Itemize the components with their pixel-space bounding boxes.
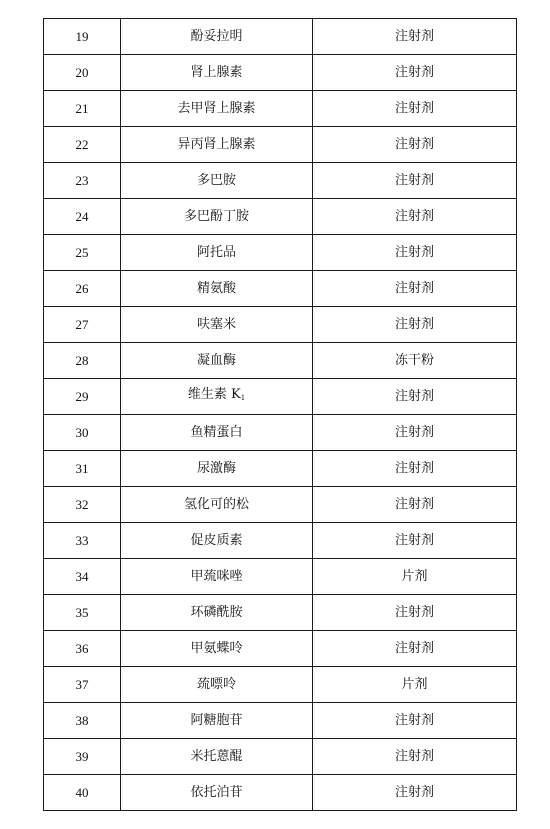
table-row [44, 163, 517, 199]
table-row [44, 415, 517, 451]
drug-name-cell [121, 559, 313, 595]
table-row [44, 631, 517, 667]
drug-name-text: 多巴胺 [196, 172, 236, 188]
drug-table [43, 18, 517, 811]
row-number-cell: 26 [44, 271, 121, 307]
row-number-cell: 20 [44, 55, 121, 91]
table-row [44, 667, 517, 703]
dosage-form-cell: 注射剂 [313, 19, 517, 55]
dosage-form-cell: 注射剂 [313, 595, 517, 631]
drug-name-text: 酚妥拉明 [190, 28, 243, 44]
drug-name-cell [121, 523, 313, 559]
dosage-form-cell: 注射剂 [313, 739, 517, 775]
drug-name-text: 甲巯咪唑 [190, 568, 243, 584]
row-number-cell: 37 [44, 667, 121, 703]
dosage-form-cell: 注射剂 [313, 451, 517, 487]
table-row [44, 559, 517, 595]
dosage-form-cell: 注射剂 [313, 163, 517, 199]
drug-name-text: 去甲肾上腺素 [177, 100, 256, 116]
table-row [44, 451, 517, 487]
dosage-form-cell: 冻干粉 [313, 343, 517, 379]
dosage-form-cell: 注射剂 [313, 307, 517, 343]
table-row [44, 775, 517, 811]
drug-name-text: 米托蒽醌 [190, 748, 243, 764]
table-row [44, 523, 517, 559]
row-number-cell: 33 [44, 523, 121, 559]
drug-name-cell [121, 775, 313, 811]
drug-name-cell [121, 631, 313, 667]
drug-name-text: 阿糖胞苷 [190, 712, 243, 728]
table-row [44, 91, 517, 127]
dosage-form-cell: 注射剂 [313, 775, 517, 811]
drug-name-text: 阿托品 [196, 244, 236, 260]
drug-name-text: 鱼精蛋白 [190, 424, 243, 440]
table-row [44, 343, 517, 379]
row-number-cell: 34 [44, 559, 121, 595]
drug-name-text: 依托泊苷 [190, 784, 243, 800]
drug-name-text: 多巴酚丁胺 [183, 208, 249, 224]
drug-name-cell [121, 667, 313, 703]
table-row [44, 739, 517, 775]
drug-name-cell [121, 199, 313, 235]
row-number-cell: 21 [44, 91, 121, 127]
drug-name-cell [121, 487, 313, 523]
dosage-form-cell: 注射剂 [313, 703, 517, 739]
drug-name-text: 尿激酶 [196, 460, 236, 476]
row-number-cell: 31 [44, 451, 121, 487]
drug-name-text: 异丙肾上腺素 [177, 136, 256, 152]
drug-name-text: 巯嘌呤 [196, 676, 236, 692]
drug-name-text: 呋塞米 [196, 316, 236, 332]
drug-name-text: 维生素 K [187, 387, 241, 402]
dosage-form-cell: 注射剂 [313, 523, 517, 559]
drug-name-cell [121, 235, 313, 271]
drug-name-cell [121, 379, 313, 415]
row-number-cell: 19 [44, 19, 121, 55]
drug-name-cell [121, 451, 313, 487]
drug-name-cell [121, 163, 313, 199]
dosage-form-cell: 注射剂 [313, 415, 517, 451]
drug-name-cell [121, 307, 313, 343]
row-number-cell: 28 [44, 343, 121, 379]
drug-name-cell [121, 271, 313, 307]
table-row [44, 271, 517, 307]
row-number-cell: 36 [44, 631, 121, 667]
row-number-cell: 30 [44, 415, 121, 451]
row-number-cell: 32 [44, 487, 121, 523]
drug-name-subscript: 1 [240, 394, 246, 402]
dosage-form-cell: 注射剂 [313, 199, 517, 235]
dosage-form-cell: 注射剂 [313, 487, 517, 523]
drug-name-text: 凝血酶 [196, 352, 236, 368]
drug-name-text: 促皮质素 [190, 532, 243, 548]
row-number-cell: 25 [44, 235, 121, 271]
dosage-form-cell: 注射剂 [313, 235, 517, 271]
row-number-cell: 35 [44, 595, 121, 631]
drug-name-cell [121, 19, 313, 55]
dosage-form-cell: 片剂 [313, 559, 517, 595]
table-row [44, 199, 517, 235]
dosage-form-cell: 片剂 [313, 667, 517, 703]
drug-name-text: 环磷酰胺 [190, 604, 243, 620]
drug-name-text: 精氨酸 [196, 280, 236, 296]
table-row [44, 127, 517, 163]
table-row [44, 595, 517, 631]
dosage-form-cell: 注射剂 [313, 55, 517, 91]
drug-name-cell [121, 415, 313, 451]
drug-name-cell [121, 703, 313, 739]
drug-name-text: 肾上腺素 [190, 64, 243, 80]
drug-name-text: 氢化可的松 [183, 496, 249, 512]
row-number-cell: 27 [44, 307, 121, 343]
row-number-cell: 40 [44, 775, 121, 811]
table-row [44, 379, 517, 415]
table-row [44, 307, 517, 343]
table-row [44, 235, 517, 271]
dosage-form-cell: 注射剂 [313, 631, 517, 667]
drug-name-cell [121, 343, 313, 379]
drug-name-cell [121, 739, 313, 775]
row-number-cell: 38 [44, 703, 121, 739]
row-number-cell: 39 [44, 739, 121, 775]
table-row [44, 703, 517, 739]
dosage-form-cell: 注射剂 [313, 91, 517, 127]
drug-name-cell [121, 55, 313, 91]
table-row [44, 19, 517, 55]
drug-table-body [44, 19, 517, 811]
drug-name-text: 甲氨蝶呤 [190, 640, 243, 656]
drug-name-cell [121, 595, 313, 631]
dosage-form-cell: 注射剂 [313, 127, 517, 163]
drug-name-cell [121, 91, 313, 127]
dosage-form-cell: 注射剂 [313, 271, 517, 307]
table-row [44, 55, 517, 91]
row-number-cell: 22 [44, 127, 121, 163]
dosage-form-cell: 注射剂 [313, 379, 517, 415]
drug-name-cell [121, 127, 313, 163]
row-number-cell: 29 [44, 379, 121, 415]
row-number-cell: 23 [44, 163, 121, 199]
table-row [44, 487, 517, 523]
row-number-cell: 24 [44, 199, 121, 235]
